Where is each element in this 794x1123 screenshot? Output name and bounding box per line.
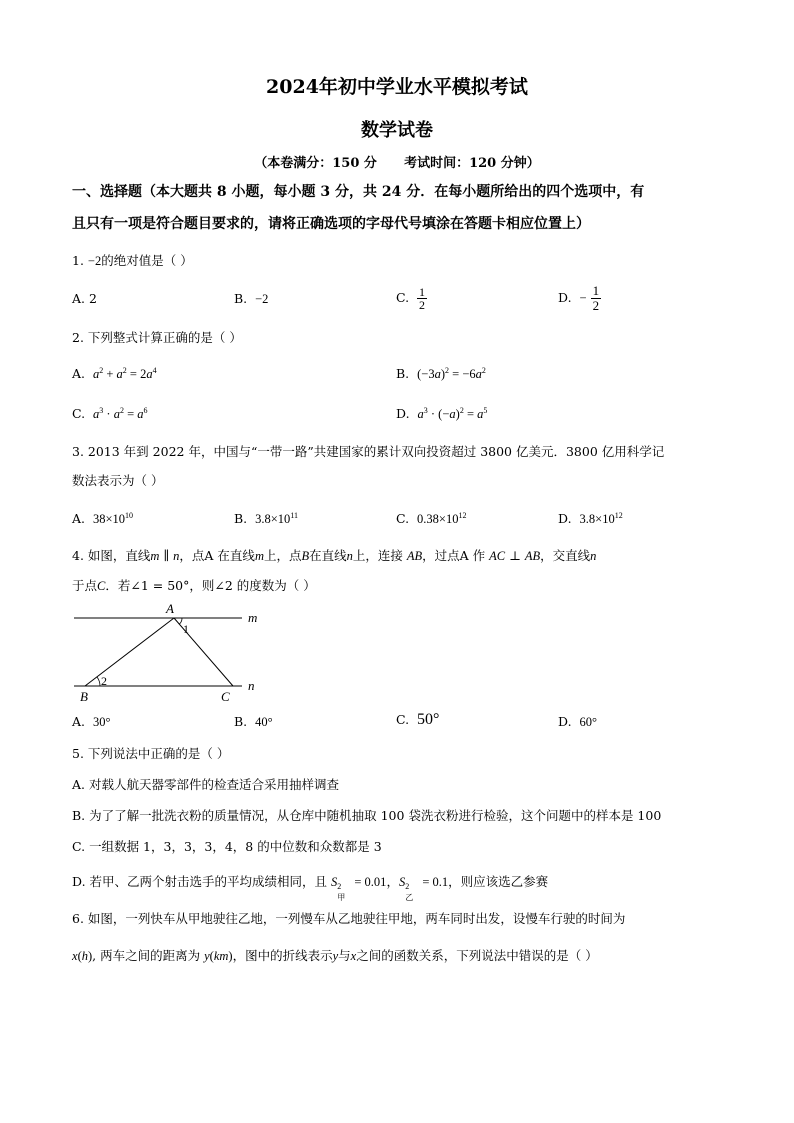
segment-ab <box>85 618 174 686</box>
exam-subject: 数学试卷 <box>361 120 433 141</box>
exam-info: （本卷满分：150 分 考试时间：120 分钟） <box>254 156 540 171</box>
q4-option-b: B. 40° <box>234 714 273 729</box>
question-2: 2. 下列整式计算正确的是（ ） <box>72 330 242 345</box>
label-m: m <box>248 610 258 625</box>
question-3-line2: 数法表示为（ ） <box>72 473 164 488</box>
label-n: n <box>248 678 255 693</box>
exam-title: 2024年初中学业水平模拟考试 <box>266 76 528 98</box>
section-heading-line2: 且只有一项是符合题目要求的，请将正确选项的字母代号填涂在答题卡相应位置上） <box>72 216 590 232</box>
q5-option-d: D. 若甲、乙两个射击选手的平均成绩相同，且 S 2 甲 = 0.01，S 2 乙 = 0.1，则应该选乙参赛 <box>72 874 549 902</box>
question-6-line2: x(h), 两车之间的距离为 y(km)，图中的折线表示y与x之间的函数关系，下列说法中错误的是（ ） <box>72 948 598 963</box>
q1-expression: −2 <box>87 254 102 268</box>
q1-option-d: D. − $\frac{1}{2}$ <box>558 283 600 313</box>
angle-2-arc <box>97 677 100 686</box>
q5-option-b: B. 为了了解一批洗衣粉的质量情况，从仓库中随机抽取 100 袋洗衣粉进行检验，这个问题中的样本是 100 <box>72 808 662 823</box>
q1-option-a: A. 2 <box>72 291 97 306</box>
q4-option-c: C. 50° <box>396 711 440 728</box>
label-1: 1 <box>183 622 189 636</box>
question-5: 5. 下列说法中正确的是（ ） <box>72 746 230 761</box>
q1-number: 1. <box>72 253 84 268</box>
q1-option-b: B. −2 <box>234 291 269 306</box>
q2-option-b: B. $(-3a)^2 = -6a^2$ <box>396 365 486 381</box>
label-c: C <box>221 689 230 704</box>
section-heading-line1: 一、选择题（本大题共 8 小题，每小题 3 分，共 24 分．在每小题所给出的四个选项中，有 <box>72 184 645 200</box>
label-2: 2 <box>101 674 107 688</box>
q2-option-a: A. $a^2 + a^2 = 2a^4$ <box>72 365 157 381</box>
q2-option-c: C. $a^3 \cdot a^2 = a^6$ <box>72 405 148 421</box>
q2-option-d: D. $a^3 \cdot (-a)^2 = a^5$ <box>396 405 488 421</box>
angle-1-arc <box>180 618 183 624</box>
question-6-line1: 6. 如图，一列快车从甲地驶往乙地，一列慢车从乙地驶往甲地，两车同时出发，设慢车行驶的时间为 <box>72 911 626 926</box>
question-4-line2: 于点C．若∠1 = 50°，则∠2 的度数为（ ） <box>72 578 316 593</box>
question-4-line1: 4. 如图，直线m ∥ n，点A 在直线m上，点B在直线n上，连接 AB，过点A 作 AC ⊥ AB，交直线n <box>72 548 597 563</box>
label-b: B <box>80 689 88 704</box>
label-a: A <box>166 601 174 616</box>
q1-option-c: C. $\frac{1}{2}$ <box>396 285 426 312</box>
question-1 <box>72 251 732 271</box>
q3-option-b: B. $3.8\times 10^{11}$ <box>234 510 299 526</box>
q4-option-a: A. 30° <box>72 714 111 729</box>
q4-option-d: D. 60° <box>558 714 598 729</box>
question-3-line1: 3. 2013 年到 2022 年，中国与“一带一路”共建国家的累计双向投资超过 3800 亿美元．3800 亿用科学记 <box>72 444 665 459</box>
q3-option-c: C. $0.38\times 10^{12}$ <box>396 510 467 526</box>
q3-option-d: D. $3.8\times 10^{12}$ <box>558 510 623 526</box>
q1-text: 的绝对值是（ ） <box>101 253 193 268</box>
q4-figure <box>70 600 280 704</box>
q5-option-a: A. 对载人航天器零部件的检查适合采用抽样调查 <box>72 777 339 792</box>
q5-option-c: C. 一组数据 1，3，3，3，4，8 的中位数和众数都是 3 <box>72 839 382 854</box>
q3-option-a: A. $38\times 10^{10}$ <box>72 510 134 526</box>
